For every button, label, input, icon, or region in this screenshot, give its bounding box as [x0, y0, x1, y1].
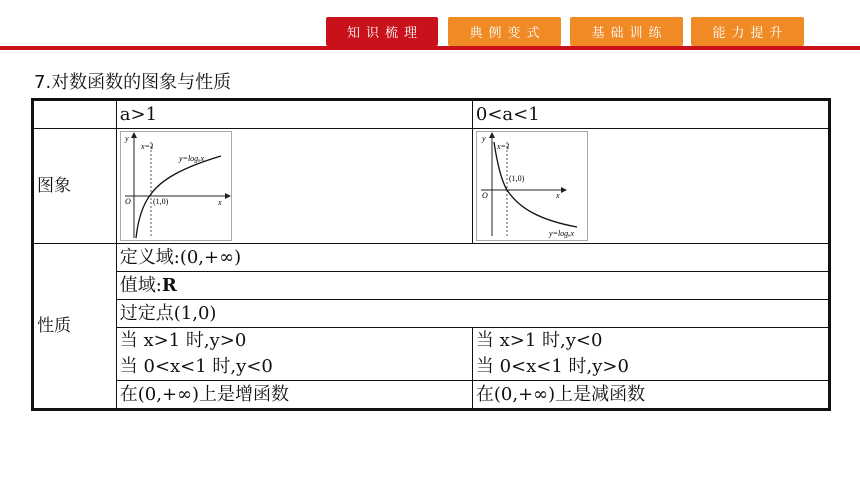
curve-label: y=logₐx: [178, 154, 204, 163]
range-row: [33, 272, 830, 300]
x-axis-arrow: [561, 187, 567, 193]
y-axis-label: y: [481, 134, 486, 143]
x-axis-label: x: [555, 191, 560, 200]
range-cell: [116, 272, 829, 300]
table-header-row: [33, 100, 830, 129]
y-axis-arrow: [131, 132, 137, 138]
origin-label: O: [481, 191, 488, 200]
graph-decreasing: [476, 131, 588, 241]
x-axis-arrow: [225, 193, 231, 199]
tab-knowledge-review[interactable]: 知识梳理: [326, 17, 438, 46]
header-a-between-0-1: 0<a<1: [472, 100, 829, 129]
point-label: (1,0): [152, 197, 169, 206]
range-prefix: 值域:: [119, 275, 162, 296]
point-label: (1,0): [508, 174, 525, 183]
sign-row: [33, 328, 830, 381]
graph-cell-increasing: [116, 129, 472, 244]
fixed-point-cell: 过定点(1,0): [116, 300, 829, 328]
header-a-gt-1: a>1: [116, 100, 472, 129]
x-axis-label: x: [217, 198, 222, 207]
y-axis-arrow: [489, 132, 495, 138]
monotonic-cell-increasing: 在(0,+∞)上是增函数: [116, 381, 472, 410]
tab-basic-training[interactable]: 基础训练: [570, 17, 683, 46]
log-curve-increasing: [136, 156, 221, 238]
range-value: R: [161, 275, 177, 296]
sign-line-2: 当 0<x<1 时,y<0: [119, 356, 273, 377]
origin-label: O: [124, 197, 131, 206]
section-heading: 7.对数函数的图象与性质: [34, 72, 232, 93]
top-nav-bar: [0, 0, 860, 52]
graph-row-label: 图象: [33, 129, 117, 244]
domain-cell: 定义域:(0,+∞): [116, 244, 829, 272]
graph-increasing: [120, 131, 232, 241]
sign-cell-increasing: [116, 328, 472, 381]
curve-label: y=logₐx: [548, 229, 574, 238]
accent-divider: [0, 46, 860, 50]
graph-row: [33, 129, 830, 244]
sign-line-2: 当 0<x<1 时,y>0: [475, 356, 629, 377]
log-function-table: [31, 98, 831, 411]
y-axis-label: y: [124, 134, 129, 143]
property-row-label: 性质: [33, 244, 117, 410]
sign-line-1: 当 x>1 时,y<0: [475, 330, 603, 351]
tab-typical-examples[interactable]: 典例变式: [448, 17, 561, 46]
sign-cell-decreasing: [472, 328, 829, 381]
asymptote-label: x=1: [140, 142, 154, 151]
graph-cell-decreasing: [472, 129, 829, 244]
log-curve-decreasing: [494, 142, 577, 227]
monotonic-row: [33, 381, 830, 410]
sign-line-1: 当 x>1 时,y>0: [119, 330, 247, 351]
decreasing-log-graph: [477, 132, 587, 240]
domain-row: [33, 244, 830, 272]
monotonic-cell-decreasing: 在(0,+∞)上是减函数: [472, 381, 829, 410]
fixed-point-row: [33, 300, 830, 328]
corner-cell: [33, 100, 117, 129]
asymptote-label: x=1: [496, 142, 510, 151]
tab-ability-improvement[interactable]: 能力提升: [691, 17, 804, 46]
increasing-log-graph: [121, 132, 231, 240]
